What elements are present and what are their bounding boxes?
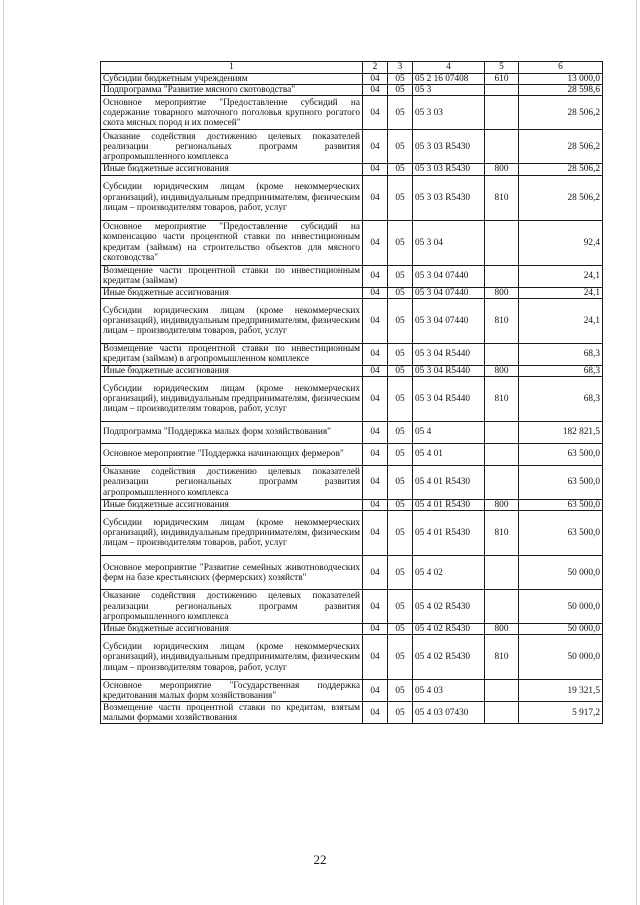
table-row [101, 635, 603, 680]
row-amount: 68,3 [519, 365, 603, 376]
row-expense-type: 810 [485, 298, 519, 343]
row-amount: 68,3 [519, 377, 603, 422]
row-expense-type [485, 96, 519, 130]
row-name: Субсидии юридическим лицам (кроме некоммерческих организаций), индивидуальным предпринимателям, физическим лицам – производителям товаров, работ, услуг [101, 635, 363, 680]
row-subsection: 05 [388, 466, 413, 500]
row-name: Субсидии юридическим лицам (кроме некоммерческих организаций), индивидуальным предпринимателям, физическим лицам – производителям товаров, работ, услуг [101, 377, 363, 422]
row-name: Иные бюджетные ассигнования [101, 365, 363, 376]
row-expense-type: 810 [485, 175, 519, 220]
table-row [101, 96, 603, 130]
row-name: Возмещение части процентной ставки по инвестиционным кредитам (займам) [101, 265, 363, 287]
table-row [101, 265, 603, 287]
row-subsection: 05 [388, 511, 413, 556]
row-target-code: 05 3 03 [413, 96, 485, 130]
table-row [101, 624, 603, 635]
row-subsection: 05 [388, 265, 413, 287]
table-row [101, 287, 603, 298]
table-row [101, 298, 603, 343]
row-target-code: 05 3 04 07440 [413, 265, 485, 287]
row-subsection: 05 [388, 96, 413, 130]
row-subsection: 05 [388, 365, 413, 376]
row-name: Оказание содействия достижению целевых показателей реализации региональных программ развития агропромышленного комплекса [101, 466, 363, 500]
row-target-code: 05 3 04 [413, 220, 485, 265]
row-section: 04 [363, 85, 388, 96]
row-target-code: 05 3 03 R5430 [413, 175, 485, 220]
row-expense-type [485, 85, 519, 96]
table-row [101, 377, 603, 422]
row-section: 04 [363, 220, 388, 265]
row-section: 04 [363, 511, 388, 556]
row-section: 04 [363, 590, 388, 624]
row-amount: 5 917,2 [519, 702, 603, 724]
table-row [101, 220, 603, 265]
row-subsection: 05 [388, 635, 413, 680]
row-name: Субсидии юридическим лицам (кроме некоммерческих организаций), индивидуальным предпринимателям, физическим лицам – производителям товаров, работ, услуг [101, 175, 363, 220]
table-row [101, 74, 603, 85]
row-amount: 50 000,0 [519, 590, 603, 624]
row-name: Оказание содействия достижению целевых показателей реализации региональных программ развития агропромышленного комплекса [101, 130, 363, 164]
column-header: 5 [485, 62, 519, 74]
row-amount: 50 000,0 [519, 556, 603, 590]
row-section: 04 [363, 298, 388, 343]
table-row [101, 556, 603, 590]
column-header: 6 [519, 62, 603, 74]
row-section: 04 [363, 444, 388, 466]
row-section: 04 [363, 130, 388, 164]
row-target-code: 05 4 02 R5430 [413, 590, 485, 624]
row-amount: 63 500,0 [519, 511, 603, 556]
table-row [101, 680, 603, 702]
row-section: 04 [363, 500, 388, 511]
row-expense-type [485, 444, 519, 466]
row-target-code: 05 3 04 07440 [413, 298, 485, 343]
row-section: 04 [363, 175, 388, 220]
row-name: Субсидии юридическим лицам (кроме некоммерческих организаций), индивидуальным предпринимателям, физическим лицам – производителям товаров, работ, услуг [101, 511, 363, 556]
row-expense-type [485, 422, 519, 444]
row-name: Субсидии юридическим лицам (кроме некоммерческих организаций), индивидуальным предпринимателям, физическим лицам – производителям товаров, работ, услуг [101, 298, 363, 343]
row-expense-type: 800 [485, 365, 519, 376]
table-row [101, 444, 603, 466]
row-section: 04 [363, 635, 388, 680]
row-name: Субсидии бюджетным учреждениям [101, 74, 363, 85]
row-target-code: 05 3 [413, 85, 485, 96]
row-name: Основное мероприятие "Предоставление субсидий на компенсацию части процентной ставки по инвестиционным кредитам (займам) на строительство объектов для мясного скотоводства" [101, 220, 363, 265]
row-subsection: 05 [388, 422, 413, 444]
row-section: 04 [363, 287, 388, 298]
row-subsection: 05 [388, 220, 413, 265]
row-subsection: 05 [388, 130, 413, 164]
table-row [101, 511, 603, 556]
table-row [101, 466, 603, 500]
row-subsection: 05 [388, 164, 413, 175]
row-section: 04 [363, 624, 388, 635]
row-expense-type [485, 702, 519, 724]
row-amount: 24,1 [519, 298, 603, 343]
column-header: 4 [413, 62, 485, 74]
table-row [101, 422, 603, 444]
row-subsection: 05 [388, 343, 413, 365]
row-target-code: 05 3 04 07440 [413, 287, 485, 298]
row-expense-type: 800 [485, 624, 519, 635]
row-expense-type [485, 590, 519, 624]
column-header: 2 [363, 62, 388, 74]
row-expense-type [485, 680, 519, 702]
row-target-code: 05 4 01 R5430 [413, 466, 485, 500]
row-section: 04 [363, 680, 388, 702]
row-subsection: 05 [388, 85, 413, 96]
budget-table [100, 61, 603, 724]
row-expense-type: 610 [485, 74, 519, 85]
page-number: 22 [313, 852, 327, 867]
row-name: Основное мероприятие "Государственная поддержка кредитования малых форм хозяйствования" [101, 680, 363, 702]
row-amount: 182 821,5 [519, 422, 603, 444]
table-row [101, 590, 603, 624]
row-section: 04 [363, 265, 388, 287]
row-subsection: 05 [388, 680, 413, 702]
row-amount: 28 598,6 [519, 85, 603, 96]
row-subsection: 05 [388, 624, 413, 635]
row-name: Оказание содействия достижению целевых показателей реализации региональных программ развития агропромышленного комплекса [101, 590, 363, 624]
row-expense-type: 800 [485, 164, 519, 175]
row-amount: 28 506,2 [519, 130, 603, 164]
table-body [101, 74, 603, 724]
row-amount: 28 506,2 [519, 164, 603, 175]
row-subsection: 05 [388, 702, 413, 724]
row-section: 04 [363, 164, 388, 175]
row-target-code: 05 4 [413, 422, 485, 444]
row-expense-type [485, 556, 519, 590]
row-section: 04 [363, 702, 388, 724]
row-amount: 63 500,0 [519, 466, 603, 500]
row-amount: 24,1 [519, 287, 603, 298]
row-expense-type: 800 [485, 500, 519, 511]
row-section: 04 [363, 74, 388, 85]
row-expense-type: 810 [485, 377, 519, 422]
page-edge-left [3, 0, 4, 905]
column-header: 3 [388, 62, 413, 74]
row-target-code: 05 4 01 R5430 [413, 500, 485, 511]
row-section: 04 [363, 466, 388, 500]
table-row [101, 702, 603, 724]
row-section: 04 [363, 377, 388, 422]
row-amount: 63 500,0 [519, 500, 603, 511]
row-target-code: 05 3 03 R5430 [413, 130, 485, 164]
row-amount: 19 321,5 [519, 680, 603, 702]
row-name: Основное мероприятие "Предоставление субсидий на содержание товарного маточного поголовья крупного рогатого скота мясных пород и их помесей" [101, 96, 363, 130]
row-expense-type [485, 130, 519, 164]
row-amount: 68,3 [519, 343, 603, 365]
table-header-row [101, 62, 603, 74]
row-target-code: 05 3 04 R5440 [413, 377, 485, 422]
row-target-code: 05 3 03 R5430 [413, 164, 485, 175]
row-section: 04 [363, 96, 388, 130]
row-amount: 92,4 [519, 220, 603, 265]
table-row [101, 343, 603, 365]
row-subsection: 05 [388, 377, 413, 422]
row-name: Подпрограмма "Поддержка малых форм хозяйствования" [101, 422, 363, 444]
table-row [101, 85, 603, 96]
row-target-code: 05 4 01 [413, 444, 485, 466]
row-name: Основное мероприятие "Поддержка начинающих фермеров" [101, 444, 363, 466]
row-amount: 50 000,0 [519, 624, 603, 635]
row-expense-type: 810 [485, 635, 519, 680]
row-expense-type [485, 343, 519, 365]
row-subsection: 05 [388, 74, 413, 85]
row-subsection: 05 [388, 444, 413, 466]
row-name: Подпрограмма "Развитие мясного скотоводства" [101, 85, 363, 96]
row-target-code: 05 4 02 [413, 556, 485, 590]
table-row [101, 164, 603, 175]
row-subsection: 05 [388, 175, 413, 220]
row-section: 04 [363, 556, 388, 590]
row-target-code: 05 3 04 R5440 [413, 365, 485, 376]
row-name: Иные бюджетные ассигнования [101, 500, 363, 511]
row-amount: 24,1 [519, 265, 603, 287]
row-section: 04 [363, 422, 388, 444]
row-section: 04 [363, 365, 388, 376]
row-target-code: 05 4 03 [413, 680, 485, 702]
row-name: Иные бюджетные ассигнования [101, 287, 363, 298]
table-row [101, 365, 603, 376]
row-name: Иные бюджетные ассигнования [101, 624, 363, 635]
row-name: Основное мероприятие "Развитие семейных животноводческих ферм на базе крестьянских (фермерских) хозяйств" [101, 556, 363, 590]
row-expense-type: 800 [485, 287, 519, 298]
row-subsection: 05 [388, 287, 413, 298]
row-section: 04 [363, 343, 388, 365]
row-amount: 50 000,0 [519, 635, 603, 680]
row-target-code: 05 4 02 R5430 [413, 635, 485, 680]
row-name: Возмещение части процентной ставки по инвестиционным кредитам (займам) в агропромышленном комплексе [101, 343, 363, 365]
row-expense-type [485, 466, 519, 500]
page-edge-right [636, 0, 637, 905]
row-subsection: 05 [388, 298, 413, 343]
row-target-code: 05 4 01 R5430 [413, 511, 485, 556]
row-target-code: 05 3 04 R5440 [413, 343, 485, 365]
row-target-code: 05 4 02 R5430 [413, 624, 485, 635]
table-row [101, 130, 603, 164]
table-row [101, 500, 603, 511]
table-row [101, 175, 603, 220]
row-subsection: 05 [388, 556, 413, 590]
row-name: Возмещение части процентной ставки по кредитам, взятым малыми формами хозяйствования [101, 702, 363, 724]
row-target-code: 05 4 03 07430 [413, 702, 485, 724]
row-amount: 28 506,2 [519, 175, 603, 220]
row-subsection: 05 [388, 500, 413, 511]
row-amount: 63 500,0 [519, 444, 603, 466]
column-header: 1 [101, 62, 363, 74]
row-expense-type [485, 220, 519, 265]
row-name: Иные бюджетные ассигнования [101, 164, 363, 175]
row-amount: 13 000,0 [519, 74, 603, 85]
row-subsection: 05 [388, 590, 413, 624]
row-expense-type: 810 [485, 511, 519, 556]
row-target-code: 05 2 16 07408 [413, 74, 485, 85]
row-expense-type [485, 265, 519, 287]
row-amount: 28 506,2 [519, 96, 603, 130]
